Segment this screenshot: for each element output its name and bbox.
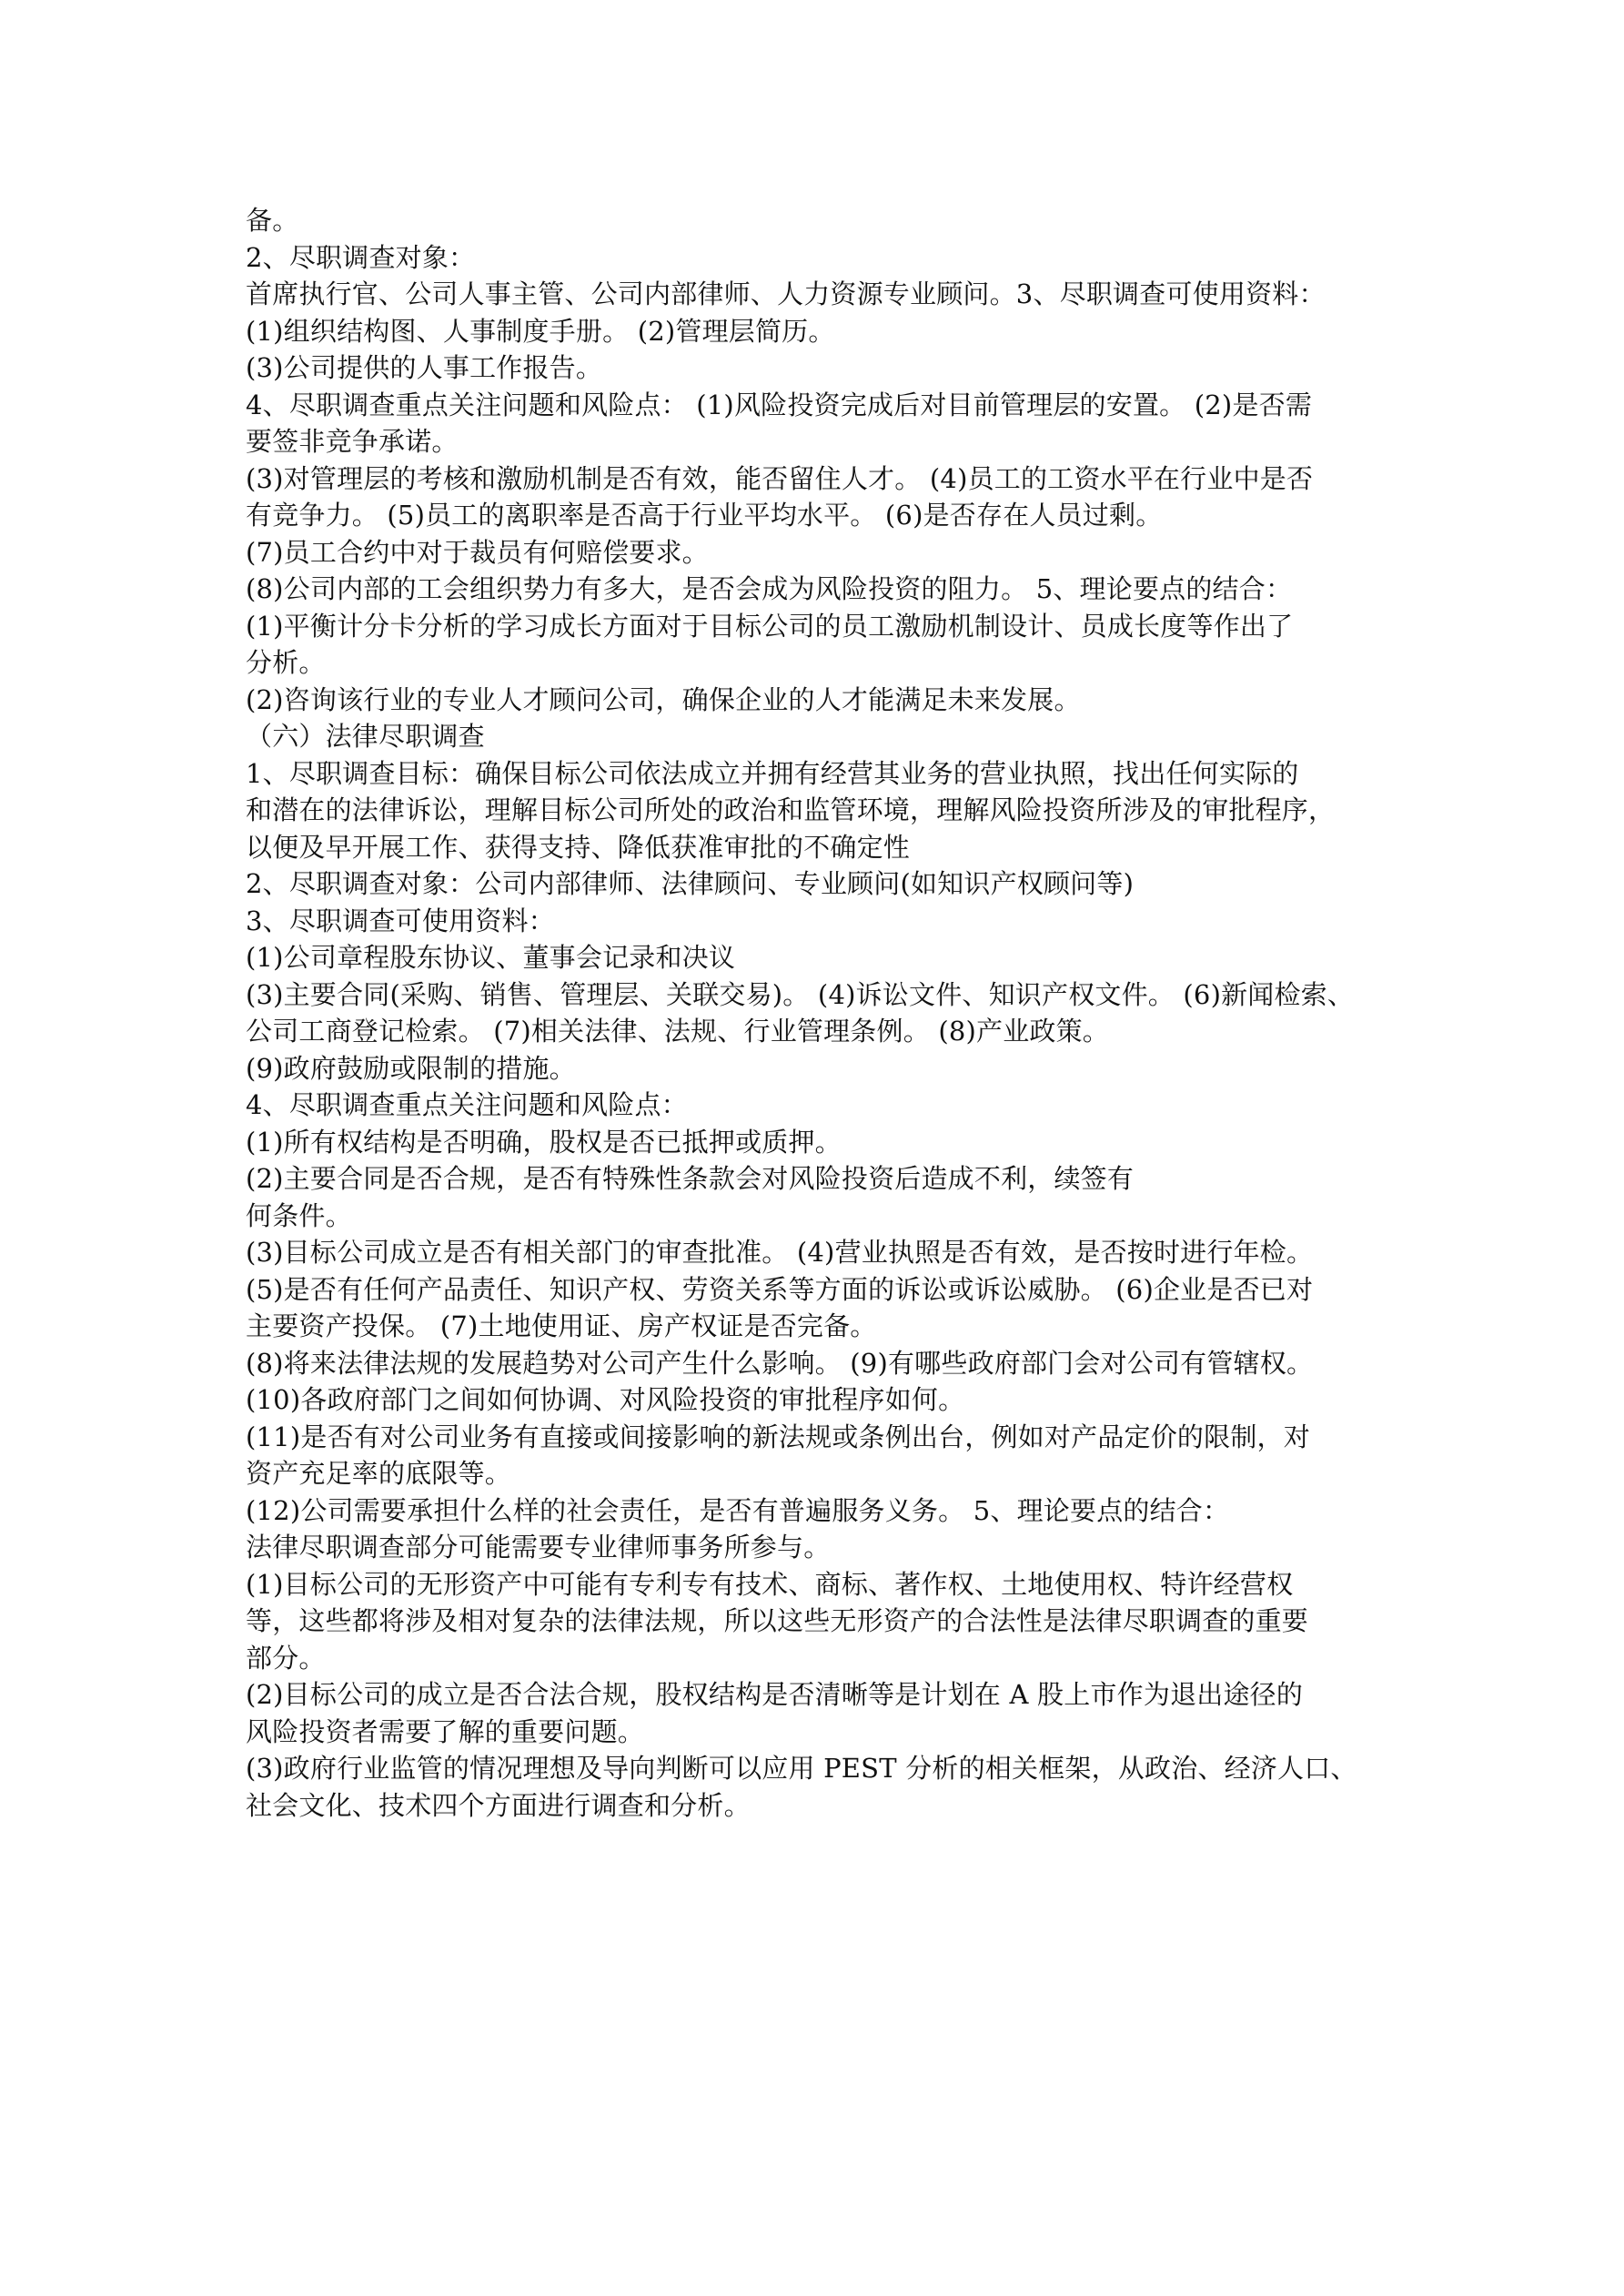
text-line: (11)是否有对公司业务有直接或间接影响的新法规或条例出台，例如对产品定价的限制，对 (246, 1421, 1310, 1452)
text-line: 4、尽职调查重点关注问题和风险点： (1)风险投资完成后对目前管理层的安置。 (2)是否需 (246, 389, 1313, 420)
text-line: 分析。 (246, 647, 326, 678)
text-line: 首席执行官、公司人事主管、公司内部律师、人力资源专业顾问。3、尽职调查可使用资料： (246, 278, 1326, 309)
text-line: 3、尽职调查可使用资料： (246, 905, 555, 936)
text-line: 2、尽职调查对象： (246, 241, 476, 273)
text-line: 风险投资者需要了解的重要问题。 (246, 1715, 645, 1747)
text-line: 以便及早开展工作、获得支持、降低获准审批的不确定性 (246, 831, 911, 863)
text-line: 2、尽职调查对象：公司内部律师、法律顾问、专业顾问(如知识产权顾问等) (246, 868, 1135, 899)
text-line: (3)主要合同(采购、销售、管理层、关联交易)。 (4)诉讼文件、知识产权文件。 (6)新闻检索、 (246, 978, 1355, 1010)
text-line: (1)平衡计分卡分析的学习成长方面对于目标公司的员工激励机制设计、员成长度等作出了 (246, 610, 1294, 642)
text-line: 法律尽职调查部分可能需要专业律师事务所参与。 (246, 1532, 831, 1563)
text-line: 公司工商登记检索。 (7)相关法律、法规、行业管理条例。 (8)产业政策。 (246, 1016, 1109, 1047)
text-line: (8)公司内部的工会组织势力有多大，是否会成为风险投资的阻力。 5、理论要点的结合： (246, 573, 1293, 604)
text-line: (8)将来法律法规的发展趋势对公司产生什么影响。 (9)有哪些政府部门会对公司有管辖权。 (246, 1347, 1314, 1379)
text-line: (1)所有权结构是否明确，股权是否已抵押或质押。 (246, 1126, 842, 1158)
text-line: (9)政府鼓励或限制的措施。 (246, 1052, 576, 1084)
text-line: 社会文化、技术四个方面进行调查和分析。 (246, 1789, 751, 1821)
text-line: 和潜在的法律诉讼，理解目标公司所处的政治和监管环境，理解风险投资所涉及的审批程序， (246, 794, 1336, 825)
text-line: (2)咨询该行业的专业人才顾问公司，确保企业的人才能满足未来发展。 (246, 683, 1081, 715)
text-line: (3)目标公司成立是否有相关部门的审查批准。 (4)营业执照是否有效，是否按时进行年检。 (246, 1237, 1314, 1268)
text-line: 等，这些都将涉及相对复杂的法律法规，所以这些无形资产的合法性是法律尽职调查的重要 (246, 1605, 1309, 1636)
document-page (246, 202, 1397, 1824)
text-line: (7)员工合约中对于裁员有何赔偿要求。 (246, 536, 709, 568)
text-line: 主要资产投保。 (7)土地使用证、房产权证是否完备。 (246, 1310, 877, 1341)
text-line: 备。 (246, 205, 299, 236)
text-line: (12)公司需要承担什么样的社会责任，是否有普遍服务义务。 5、理论要点的结合： (246, 1494, 1230, 1526)
text-line: (2)目标公司的成立是否合法合规，股权结构是否清晰等是计划在 A 股上市作为退出途径的 (246, 1679, 1304, 1710)
text-line: 有竞争力。 (5)员工的离职率是否高于行业平均水平。 (6)是否存在人员过剩。 (246, 500, 1163, 531)
text-line: 1、尽职调查目标：确保目标公司依法成立并拥有经营其业务的营业执照，找出任何实际的 (246, 757, 1299, 789)
text-line: (2)主要合同是否合规，是否有特殊性条款会对风险投资后造成不利，续签有 (246, 1163, 1135, 1194)
text-line: (3)公司提供的人事工作报告。 (246, 352, 603, 383)
text-line: (1)公司章程股东协议、董事会记录和决议 (246, 942, 736, 973)
text-line: (1)组织结构图、人事制度手册。 (2)管理层简历。 (246, 315, 835, 347)
text-line: 4、尽职调查重点关注问题和风险点： (246, 1089, 688, 1120)
text-line: 要签非竞争承诺。 (246, 426, 459, 457)
text-line: (3)对管理层的考核和激励机制是否有效，能否留住人才。 (4)员工的工资水平在行业中是否 (246, 462, 1314, 494)
text-line: (3)政府行业监管的情况理想及导向判断可以应用 PEST 分析的相关框架，从政治、经济人口、 (246, 1753, 1357, 1784)
text-line: (5)是否有任何产品责任、知识产权、劳资关系等方面的诉讼或诉讼威胁。 (6)企业是否已对 (246, 1273, 1314, 1305)
section-heading: （六）法律尽职调查 (246, 721, 485, 752)
text-line: 资产充足率的底限等。 (246, 1458, 512, 1489)
text-line: 何条件。 (246, 1199, 352, 1231)
text-line: 部分。 (246, 1642, 326, 1674)
text-line: (1)目标公司的无形资产中可能有专利专有技术、商标、著作权、土地使用权、特许经营权 (246, 1568, 1294, 1600)
text-line: (10)各政府部门之间如何协调、对风险投资的审批程序如何。 (246, 1384, 965, 1415)
